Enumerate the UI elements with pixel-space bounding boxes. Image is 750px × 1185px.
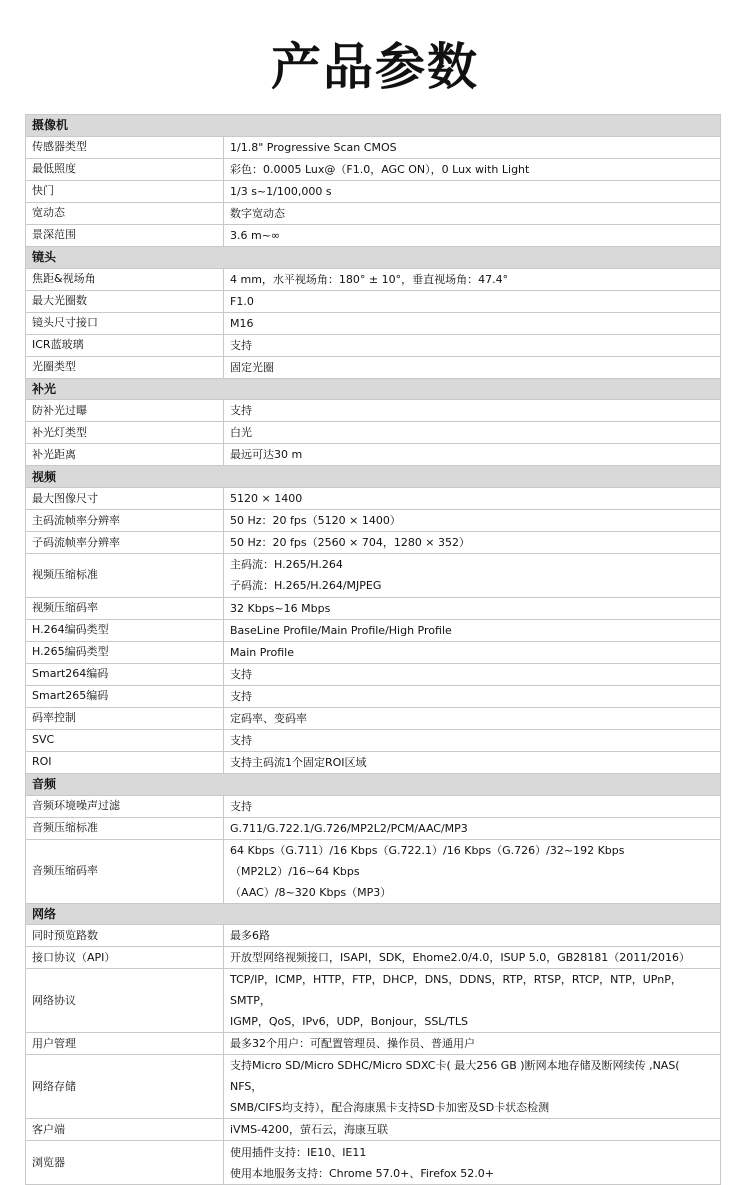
spec-label: 视频压缩码率 [26,597,224,619]
spec-value-line: iVMS-4200，萤石云，海康互联 [230,1123,389,1137]
spec-value [224,969,721,1033]
spec-value [224,685,721,707]
spec-value [224,488,721,510]
spec-value [224,751,721,773]
spec-label: H.264编码类型 [26,619,224,641]
spec-value-line: 最多6路 [230,929,270,943]
spec-row [26,224,721,246]
spec-row [26,532,721,554]
spec-value [224,663,721,685]
spec-label: 网络协议 [26,969,224,1033]
spec-value [224,400,721,422]
spec-value-line: 50 Hz：20 fps（2560 × 704，1280 × 352） [230,536,471,550]
spec-row [26,751,721,773]
spec-row [26,1141,721,1185]
spec-row [26,488,721,510]
spec-value-line: 支持 [230,667,252,681]
spec-row [26,290,721,312]
spec-value-line: 白光 [230,426,252,440]
spec-label: 最低照度 [26,158,224,180]
spec-row [26,444,721,466]
spec-row [26,685,721,707]
spec-label: 音频压缩标准 [26,817,224,839]
spec-row [26,312,721,334]
spec-row [26,817,721,839]
spec-label: 视频压缩标准 [26,554,224,598]
section-title: 镜头 [26,246,721,268]
spec-row [26,1055,721,1119]
spec-label: 补光距离 [26,444,224,466]
spec-value-line: F1.0 [230,294,254,308]
spec-label: 主码流帧率分辨率 [26,510,224,532]
spec-label: H.265编码类型 [26,641,224,663]
spec-value-line: 使用本地服务支持：Chrome 57.0+、Firefox 52.0+ [230,1166,494,1180]
spec-value [224,180,721,202]
spec-label: 宽动态 [26,202,224,224]
spec-value-line: 支持 [230,689,252,703]
spec-row [26,268,721,290]
spec-value-line: 50 Hz：20 fps（5120 × 1400） [230,514,401,528]
page-title: 产品参数 [271,38,479,96]
spec-value [224,729,721,751]
spec-value-line: G.711/G.722.1/G.726/MP2L2/PCM/AAC/MP3 [230,821,468,835]
spec-row [26,1033,721,1055]
spec-value [224,532,721,554]
spec-table-body [26,115,721,1185]
spec-value [224,422,721,444]
spec-row [26,422,721,444]
spec-value [224,1119,721,1141]
spec-value-line: IGMP，QoS，IPv6，UDP，Bonjour，SSL/TLS [230,1015,468,1029]
spec-value-line: 开放型网络视频接口，ISAPI，SDK，Ehome2.0/4.0，ISUP 5.0，GB28181（2011/2016） [230,951,690,965]
spec-row [26,839,721,903]
spec-value [224,312,721,334]
spec-value [224,158,721,180]
spec-value [224,1141,721,1185]
spec-label: 子码流帧率分辨率 [26,532,224,554]
spec-row [26,729,721,751]
spec-value-line: 支持主码流1个固定ROI区域 [230,755,367,769]
spec-row [26,619,721,641]
spec-label: 景深范围 [26,224,224,246]
section-title: 补光 [26,378,721,400]
spec-value-line: Main Profile [230,645,294,659]
spec-label: 焦距&视场角 [26,268,224,290]
spec-label: 接口协议（API） [26,947,224,969]
spec-label: ROI [26,751,224,773]
spec-value [224,795,721,817]
spec-label: 镜头尺寸接口 [26,312,224,334]
spec-value [224,1055,721,1119]
spec-label: 最大图像尺寸 [26,488,224,510]
spec-table [25,114,721,1185]
spec-value-line: 使用插件支持：IE10、IE11 [230,1145,367,1159]
spec-label: 防补光过曝 [26,400,224,422]
spec-value-line: 支持 [230,799,252,813]
section-title: 音频 [26,773,721,795]
spec-value-line: 最多32个用户：可配置管理员、操作员、普通用户 [230,1037,475,1051]
spec-value [224,1033,721,1055]
spec-row [26,947,721,969]
spec-value-line: 1/1.8" Progressive Scan CMOS [230,140,397,154]
spec-label: Smart264编码 [26,663,224,685]
spec-value [224,597,721,619]
spec-row [26,554,721,598]
spec-row [26,136,721,158]
spec-value [224,136,721,158]
section-title: 网络 [26,903,721,925]
section-header-row [26,773,721,795]
spec-row [26,1119,721,1141]
section-title: 摄像机 [26,115,721,137]
spec-label: 客户端 [26,1119,224,1141]
spec-label: Smart265编码 [26,685,224,707]
spec-label: 码率控制 [26,707,224,729]
spec-value [224,290,721,312]
spec-label: 补光灯类型 [26,422,224,444]
spec-value-line: 3.6 m~∞ [230,228,281,242]
spec-value-line: 32 Kbps~16 Mbps [230,601,331,615]
spec-label: 网络存储 [26,1055,224,1119]
spec-value [224,817,721,839]
spec-value-line: 支持Micro SD/Micro SDHC/Micro SDXC卡( 最大256 GB )断网本地存储及断网续传 ,NAS( NFS， [230,1059,680,1094]
spec-label: 同时预览路数 [26,925,224,947]
spec-label: 光圈类型 [26,356,224,378]
spec-row [26,158,721,180]
spec-value [224,839,721,903]
section-header-row [26,115,721,137]
spec-row [26,510,721,532]
spec-label: 音频环境噪声过滤 [26,795,224,817]
spec-row [26,969,721,1033]
spec-value [224,444,721,466]
spec-value-line: 64 Kbps（G.711）/16 Kbps（G.722.1）/16 Kbps（G.726）/32~192 Kbps（MP2L2）/16~64 Kbps [230,843,625,878]
spec-label: 最大光圈数 [26,290,224,312]
spec-row [26,641,721,663]
spec-label: SVC [26,729,224,751]
spec-row [26,597,721,619]
spec-value [224,268,721,290]
spec-row [26,663,721,685]
spec-value-line: SMB/CIFS均支持），配合海康黑卡支持SD卡加密及SD卡状态检测 [230,1101,550,1115]
spec-row [26,925,721,947]
spec-value-line: 1/3 s~1/100,000 s [230,184,332,198]
spec-label: 快门 [26,180,224,202]
spec-value-line: 4 mm，水平视场角：180° ± 10°，垂直视场角：47.4° [230,272,509,286]
spec-value [224,925,721,947]
section-header-row [26,903,721,925]
spec-value [224,641,721,663]
spec-value-line: 定码率、变码率 [230,711,307,725]
spec-value-line: 固定光圈 [230,360,274,374]
spec-row [26,795,721,817]
spec-row [26,202,721,224]
spec-row [26,707,721,729]
spec-value [224,224,721,246]
spec-value-line: 支持 [230,733,252,747]
section-title: 视频 [26,466,721,488]
spec-value [224,707,721,729]
spec-value-line: TCP/IP，ICMP，HTTP，FTP，DHCP，DNS，DDNS，RTP，RTSP，RTCP，NTP，UPnP，SMTP， [230,973,682,1008]
spec-row [26,400,721,422]
spec-row [26,356,721,378]
section-header-row [26,246,721,268]
spec-label: ICR蓝玻璃 [26,334,224,356]
spec-value [224,619,721,641]
spec-value [224,554,721,598]
spec-value-line: 数字宽动态 [230,206,285,220]
spec-value-line: 5120 × 1400 [230,492,303,506]
spec-value-line: BaseLine Profile/Main Profile/High Profile [230,623,452,637]
section-header-row [26,378,721,400]
spec-value [224,334,721,356]
spec-value-line: 最远可达30 m [230,448,303,462]
spec-value-line: 支持 [230,404,252,418]
spec-value-line: M16 [230,316,254,330]
spec-value [224,510,721,532]
spec-value-line: 彩色：0.0005 Lux@（F1.0，AGC ON），0 Lux with Light [230,162,530,176]
spec-label: 音频压缩码率 [26,839,224,903]
spec-row [26,334,721,356]
spec-row [26,180,721,202]
spec-value-line: 子码流：H.265/H.264/MJPEG [230,579,382,593]
section-header-row [26,466,721,488]
spec-value-line: （AAC）/8~320 Kbps（MP3） [230,885,392,899]
spec-label: 传感器类型 [26,136,224,158]
spec-label: 浏览器 [26,1141,224,1185]
spec-value [224,202,721,224]
spec-value [224,356,721,378]
spec-value-line: 主码流：H.265/H.264 [230,558,343,572]
spec-label: 用户管理 [26,1033,224,1055]
spec-value-line: 支持 [230,338,252,352]
spec-value [224,947,721,969]
